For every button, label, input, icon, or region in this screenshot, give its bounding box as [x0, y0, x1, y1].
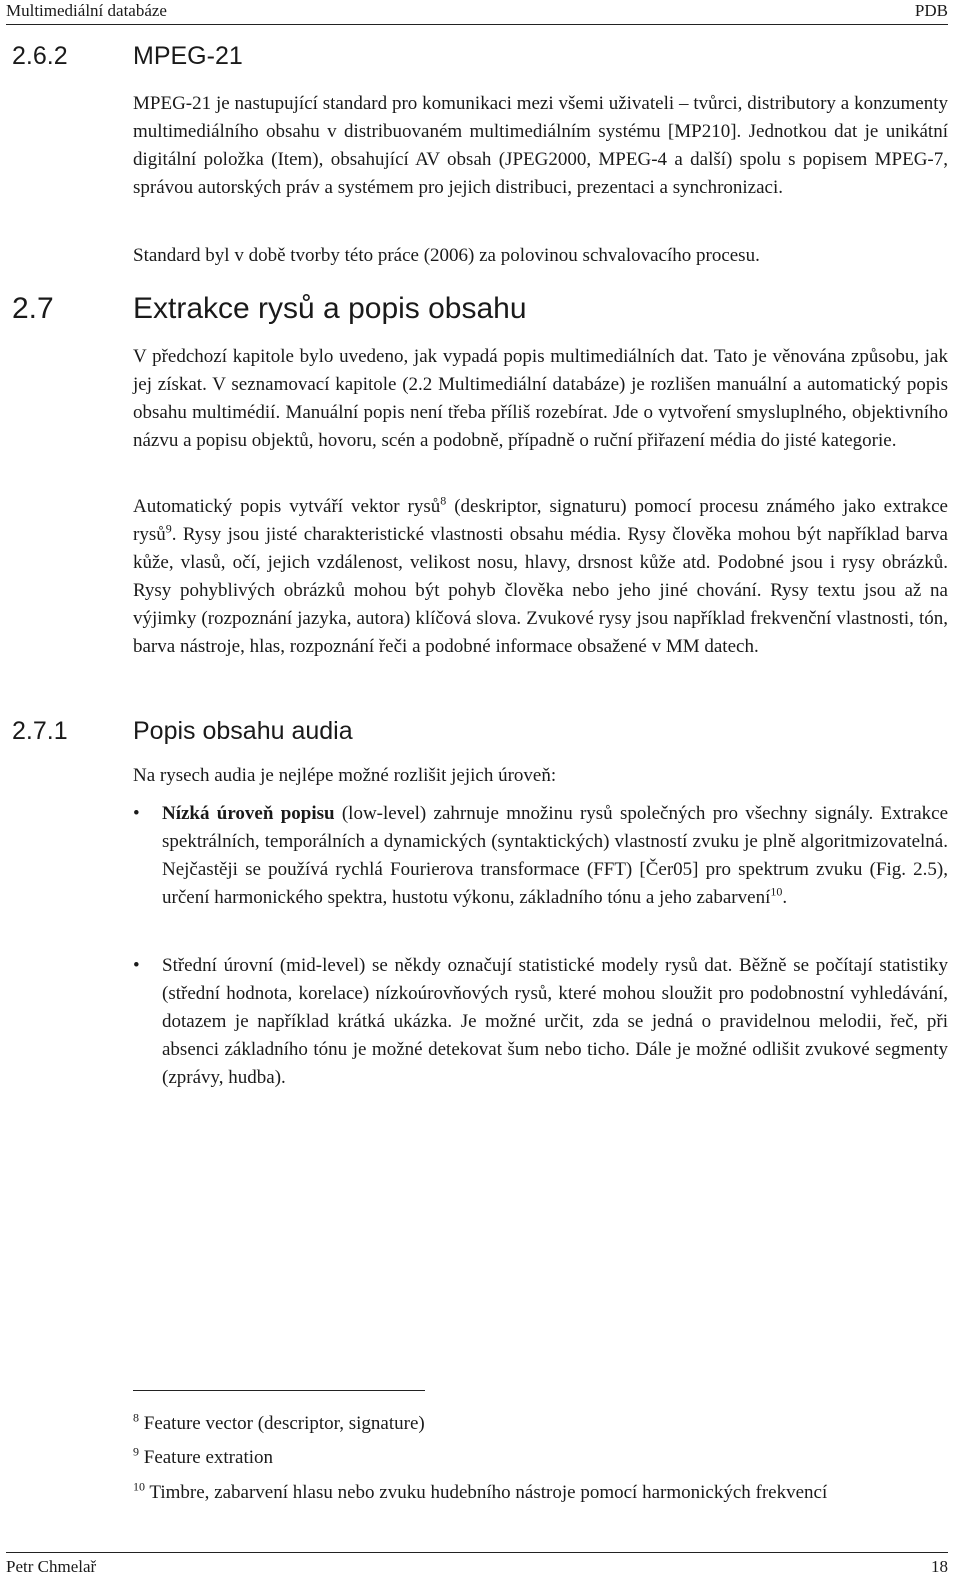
footnote-number: 10 [133, 1479, 145, 1494]
paragraph-standard-status: Standard byl v době tvorby této práce (2006) za polovinou schvalovacího procesu. [133, 245, 760, 266]
footnote-number: 9 [133, 1444, 139, 1459]
bullet-icon: • [133, 803, 140, 824]
footnote-8 [133, 1412, 425, 1436]
footer-author: Petr Chmelař [6, 1557, 97, 1576]
section-title: MPEG-21 [133, 42, 243, 70]
list-item-mid-level [133, 952, 948, 1092]
footnote-number: 8 [133, 1410, 139, 1425]
page-footer [6, 1552, 948, 1581]
paragraph-automatic-description [133, 493, 948, 661]
header-abbrev: PDB [914, 1, 948, 20]
page-number: 18 [931, 1557, 948, 1576]
footnote-text: Feature vector (descriptor, signature) [139, 1413, 425, 1434]
footnote-ref-10: 10 [770, 884, 783, 899]
footnote-text: Feature extration [139, 1447, 274, 1468]
text-run: Automatický popis vytváří vektor rysů [133, 496, 441, 517]
paragraph-audio-intro: Na rysech audia je nejlépe možné rozlišit jejich úroveň: [133, 765, 557, 786]
text-run: . Rysy jsou jisté charakteristické vlastnosti obsahu média. Rysy člověka mohou být například barva kůže, vlasů, očí, jejich vzdálenost, velikost nosu, hlavy, drsnost kůže atd. Podobné jsou i rysy obrázků. Rysy pohyblivých obrázků mohou být pohyb člověka nebo jeho jiné chování. Rysy textu jsou až na výjimky (rozpoznání jazyka, autora) klíčová slova. Zvukové rysy jsou například frekvenční vlastnosti, tón, barva nástroje, hlas, rozpoznání řeči a podobné informace obsažené v MM datech. [133, 524, 948, 657]
paragraph-mpeg21: MPEG-21 je nastupující standard pro komunikaci mezi všemi uživateli – tvůrci, distributory a konzumenty multimediálního obsahu v distribuovaném multimediálním systému [MP210]. Jednotkou dat je unikátní digitální položka (Item), obsahující AV obsah (JPEG2000, MPEG-4 a další) spolu s popisem MPEG-7, správou autorských práv a systémem pro jejich distribuci, prezentaci a synchronizaci. [133, 93, 948, 198]
text-run: (deskriptor, signaturu) pomocí procesu známého jako extrakce rysů [133, 496, 948, 545]
bullet-icon: • [133, 955, 140, 976]
header-title: Multimediální databáze [6, 1, 167, 20]
text-run: . [782, 887, 788, 908]
section-number: 2.7 [12, 292, 54, 325]
section-heading-2-7-1 [12, 717, 353, 746]
footnote-10 [133, 1481, 827, 1505]
list-item-body: Střední úrovní (mid-level) se někdy označují statistické modely rysů dat. Běžně se počítají statistiky (střední hodnota, korelace) nízkoúrovňových rysů, které mohou sloužit pro podobnostní vyhledávání, dotazem je například krátká ukázka. Je možné určit, zda se jedná o pravidelnou melodii, řeč, při absenci základního tónu je možné detekovat šum nebo ticho. Dále je možné odlišit zvukové segmenty (zprávy, hudba). [162, 955, 948, 1088]
section-title: Extrakce rysů a popis obsahu [133, 292, 527, 325]
term-low-level: Nízká úroveň popisu [162, 803, 335, 824]
footnote-ref-9: 9 [165, 521, 172, 536]
list-item-body [162, 800, 948, 912]
footnote-text: Timbre, zabarvení hlasu nebo zvuku hudebního nástroje pomocí harmonických frekvencí [145, 1482, 828, 1503]
section-number: 2.7.1 [12, 717, 68, 745]
text-run: (low-level) zahrnuje množinu rysů společných pro všechny signály. Extrakce spektrálních, temporálních a dynamických (syntaktických) vlastností zvuku je plně algoritmizovatelná. Nejčastěji se používá rychlá Fourierova transformace (FFT) [Čer05] pro spektrum zvuku (Fig. 2.5), určení harmonického spektra, hustotu výkonu, základního tónu a jeho zabarvení [162, 803, 949, 908]
page-header [6, 0, 948, 25]
footnote-ref-8: 8 [440, 493, 447, 508]
section-heading-2-7 [12, 292, 527, 326]
paragraph-manual-description: V předchozí kapitole bylo uvedeno, jak vypadá popis multimediálních dat. Tato je věnována způsobu, jak jej získat. V seznamovací kapitole (2.2 Multimediální databáze) je rozlišen manuální a automatický popis obsahu multimédií. Manuální popis není třeba příliš rozebírat. Jde o vytvoření smysluplného, objektivního názvu a popisu objektů, hovoru, scén a podobně, případně o ruční přiřazení média do jisté kategorie. [133, 346, 948, 451]
section-title: Popis obsahu audia [133, 717, 353, 745]
footnote-9 [133, 1446, 273, 1470]
section-number: 2.6.2 [12, 42, 68, 70]
section-heading-2-6-2 [12, 42, 243, 71]
footnote-divider [133, 1390, 425, 1391]
list-item-low-level [133, 800, 948, 912]
